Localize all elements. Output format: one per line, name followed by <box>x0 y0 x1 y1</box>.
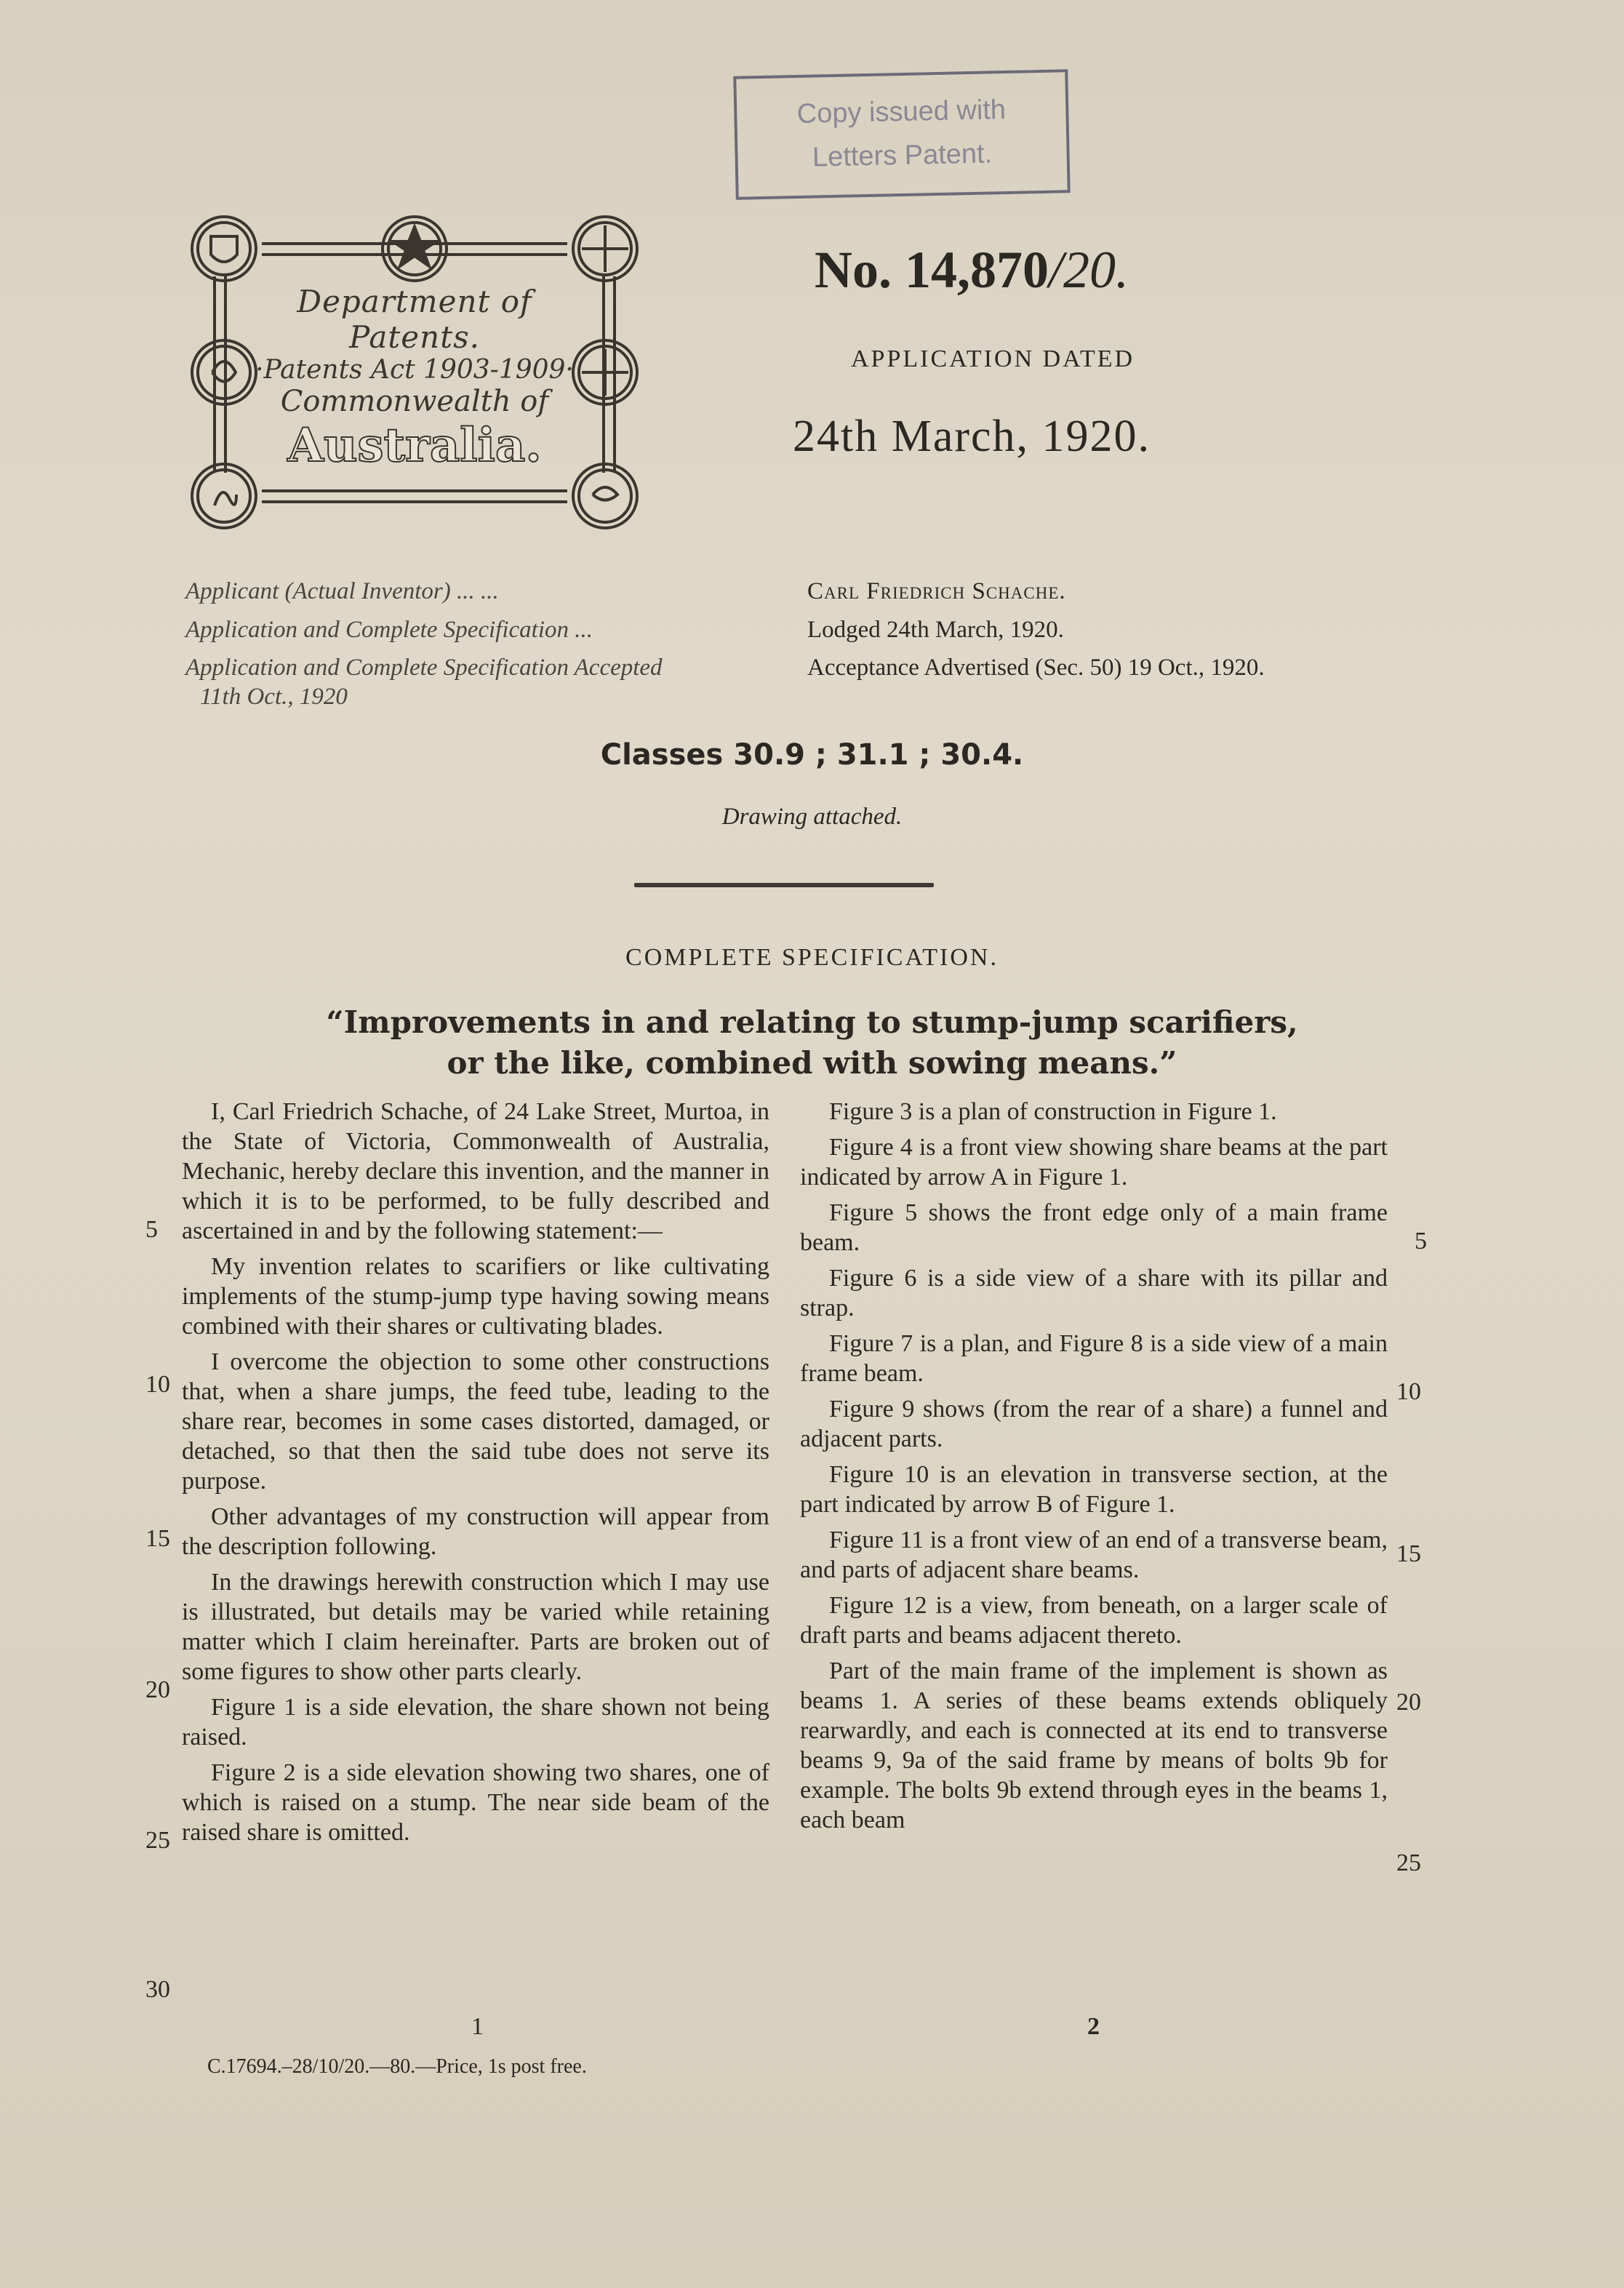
emblem-line-1: Department of Patents. <box>297 284 532 355</box>
paragraph: Figure 6 is a side view of a share with its pillar and strap. <box>800 1265 1388 1321</box>
stamp-line-2: Letters Patent. <box>812 138 993 173</box>
page-number-2: 2 <box>1087 2013 1100 2040</box>
section-divider <box>634 883 934 887</box>
emblem-line-2: ·Patents Act 1903-1909· <box>255 355 574 385</box>
paragraph: My invention relates to scarifiers or like cultivating implements of the stump-jump type having sowing means combined with their shares or cultivating blades. <box>182 1253 769 1340</box>
meta-label-lodged: Application and Complete Specification ... <box>185 617 593 643</box>
left-column <box>182 1097 769 1853</box>
right-column <box>800 1097 1388 1841</box>
invention-title <box>0 1002 1624 1084</box>
emblem-text <box>233 284 596 473</box>
paragraph: Figure 5 shows the front edge only of a main frame beam. <box>800 1199 1388 1256</box>
paragraph: Figure 12 is a view, from beneath, on a larger scale of draft parts and beams adjacent thereto. <box>800 1592 1388 1649</box>
letters-patent-stamp <box>733 69 1070 200</box>
paragraph: I overcome the objection to some other constructions that, when a share jumps, the feed tube, leading to the share rear, becomes in some cases distorted, damaged, or detached, so that then the said tube does not serve its purpose. <box>182 1348 769 1495</box>
line-number: 25 <box>1396 1849 1421 1876</box>
line-number: 20 <box>145 1676 170 1703</box>
meta-label-accepted: Application and Complete Specification Accepted <box>185 655 663 681</box>
invention-title-line-2: or the like, combined with sowing means.” <box>447 1045 1177 1081</box>
emblem-line-3: Commonwealth of <box>280 385 549 418</box>
meta-label-accepted-date: 11th Oct., 1920 <box>200 684 348 710</box>
application-date: 24th March, 1920. <box>793 412 1151 461</box>
paragraph: Figure 1 is a side elevation, the share shown not being raised. <box>182 1694 769 1751</box>
paragraph: Figure 2 is a side elevation showing two shares, one of which is raised on a stump. The near side beam of the raised share is omitted. <box>182 1759 769 1846</box>
meta-value-lodged: Lodged 24th March, 1920. <box>807 617 1064 643</box>
paragraph: Part of the main frame of the implement is shown as beams 1. A series of these beams extends obliquely rearwardly, and each is connected at its end to transverse beams 9, 9a of the said frame by means of bolts 9b for example. The bolts 9b extend through eyes in the beams 1, each beam <box>800 1657 1388 1833</box>
paragraph: Figure 11 is a front view of an end of a transverse beam, and parts of adjacent share beams. <box>800 1527 1388 1583</box>
paragraph: I, Carl Friedrich Schache, of 24 Lake Street, Murtoa, in the State of Victoria, Commonwealth of Australia, Mechanic, hereby declare this invention, and the manner in which it is to be performed, to be fully described and ascertained in and by the following statement:— <box>182 1098 769 1244</box>
drawing-attached-note: Drawing attached. <box>721 804 903 830</box>
paragraph: Figure 10 is an elevation in transverse section, at the part indicated by arrow B of Figure 1. <box>800 1461 1388 1518</box>
patent-number <box>815 240 1129 300</box>
line-number: 5 <box>145 1216 158 1243</box>
line-number: 15 <box>145 1525 170 1552</box>
complete-specification-heading: COMPLETE SPECIFICATION. <box>625 944 999 971</box>
line-number: 5 <box>1415 1228 1427 1255</box>
line-number: 25 <box>145 1827 170 1854</box>
patent-number-year: /20. <box>1049 241 1129 299</box>
meta-value-applicant: Carl Friedrich Schache. <box>807 578 1066 604</box>
application-dated-label: APPLICATION DATED <box>851 345 1135 372</box>
print-footer: C.17694.–28/10/20.—80.—Price, 1s post free. <box>207 2055 587 2078</box>
line-number: 15 <box>1396 1540 1421 1567</box>
patent-number-main: No. 14,870 <box>815 241 1049 299</box>
stamp-line-1: Copy issued with <box>796 95 1007 130</box>
paragraph: Figure 9 shows (from the rear of a share) a funnel and adjacent parts. <box>800 1396 1388 1452</box>
invention-title-line-1: “Improvements in and relating to stump-jump scarifiers, <box>326 1004 1298 1040</box>
patent-classes: Classes 30.9 ; 31.1 ; 30.4. <box>600 738 1024 772</box>
line-number: 10 <box>145 1371 170 1398</box>
line-number: 20 <box>1396 1689 1421 1716</box>
meta-label-applicant: Applicant (Actual Inventor) ... ... <box>185 578 499 604</box>
emblem-line-4: Australia. <box>287 418 542 473</box>
paragraph: Other advantages of my construction will appear from the description following. <box>182 1503 769 1560</box>
page-number-1: 1 <box>471 2013 484 2040</box>
paragraph: Figure 7 is a plan, and Figure 8 is a side view of a main frame beam. <box>800 1330 1388 1387</box>
line-number: 30 <box>145 1976 170 2003</box>
department-of-patents-emblem <box>189 204 640 538</box>
paragraph: Figure 4 is a front view showing share beams at the part indicated by arrow A in Figure 1. <box>800 1134 1388 1191</box>
paragraph: In the drawings herewith construction which I may use is illustrated, but details may be varied while retaining matter which I claim hereinafter. Parts are broken out of some figures to show other parts clearly. <box>182 1569 769 1685</box>
paragraph: Figure 3 is a plan of construction in Figure 1. <box>829 1098 1277 1125</box>
line-number: 10 <box>1396 1378 1421 1405</box>
meta-value-advertised: Acceptance Advertised (Sec. 50) 19 Oct., 1920. <box>807 655 1265 681</box>
